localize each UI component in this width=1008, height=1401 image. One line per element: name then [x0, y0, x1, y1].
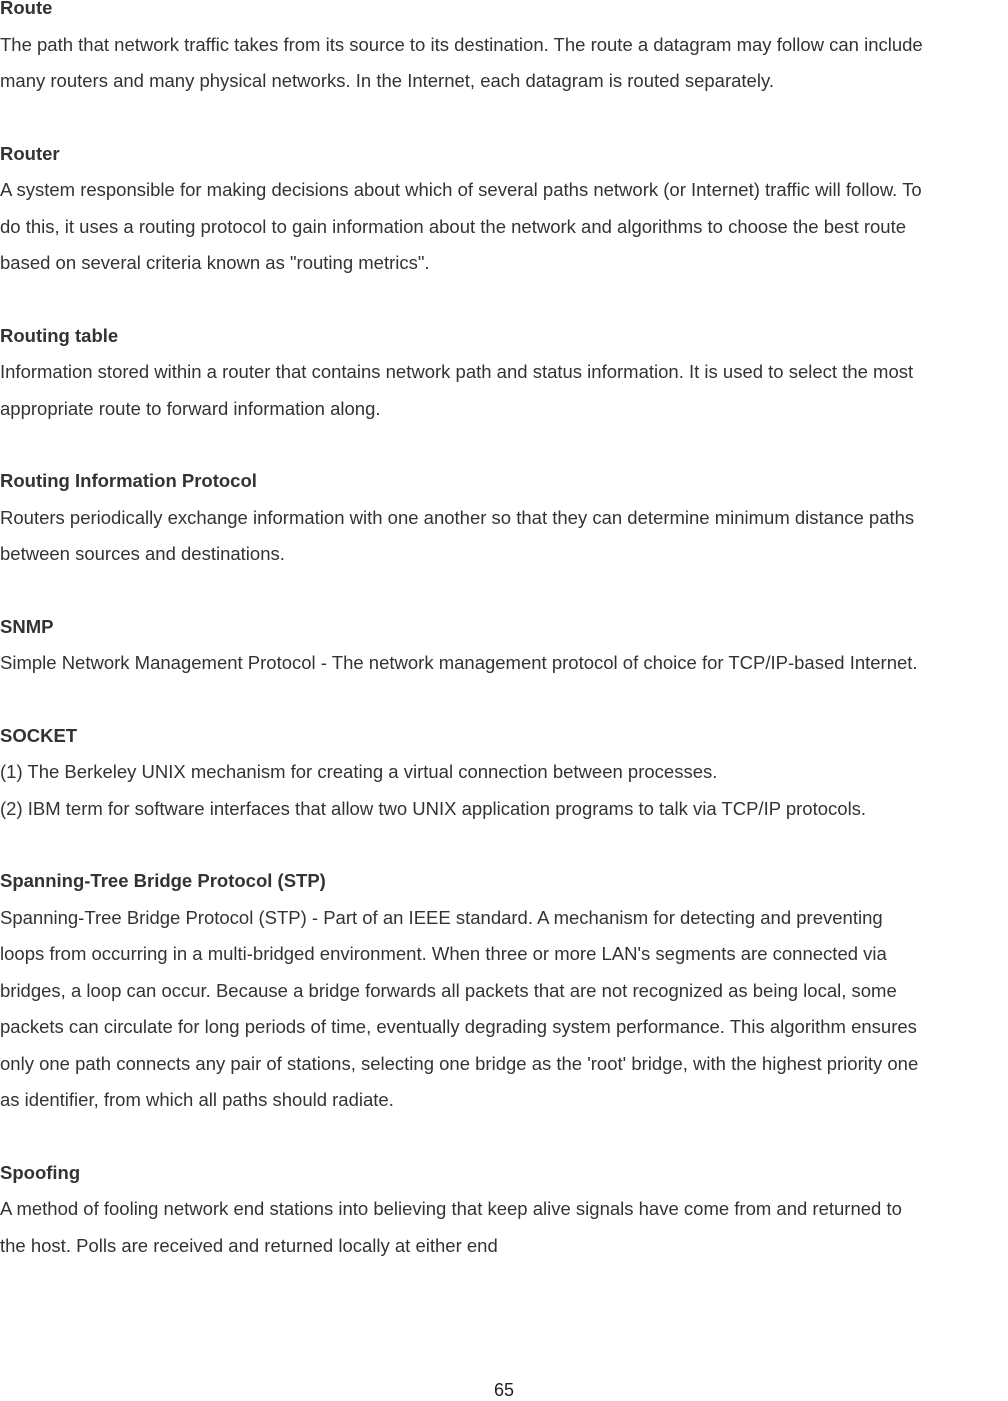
glossary-entry-spoofing [0, 1155, 1008, 1265]
term-heading: Router [0, 142, 60, 164]
page-number: 65 [493, 1380, 515, 1400]
glossary-entry-rip [0, 463, 1008, 573]
term-definition: Spanning-Tree Bridge Protocol (STP) - Part of an IEEE standard. A mechanism for detecting and preventing loops from occurring in a multi-bridged environment. When three or more LAN's segments are connected via bridges, a loop can occur. Because a bridge forwards all packets that are not recognized as being local, some packets can circulate for long periods of time, eventually degrading system performance. This algorithm ensures only one path connects any pair of stations, selecting one bridge as the 'root' bridge, with the highest priority one as identifier, from which all paths should radiate. [0, 906, 919, 1110]
term-definition: A system responsible for making decisions about which of several paths network (or Internet) traffic will follow. To do this, it uses a routing protocol to gain information about the network and algorithms to choose the best route based on several criteria known as "routing metrics". [0, 179, 922, 273]
term-heading: SNMP [0, 615, 54, 637]
term-definition: Routers periodically exchange information with one another so that they can determine minimum distance paths between sources and destinations. [0, 506, 915, 564]
term-definition-2: (2) IBM term for software interfaces that allow two UNIX application programs to talk via TCP/IP protocols. [0, 797, 867, 819]
term-definition-1: (1) The Berkeley UNIX mechanism for creating a virtual connection between processes. [0, 761, 718, 782]
glossary-entry-route [0, 0, 1008, 100]
term-heading: Route [0, 0, 53, 18]
term-definition: Information stored within a router that contains network path and status information. It is used to select the most appropriate route to forward information along. [0, 361, 914, 419]
glossary-entry-snmp [0, 609, 1008, 682]
term-definition: A method of fooling network end stations into believing that keep alive signals have come from and returned to the host. Polls are received and returned locally at either end [0, 1198, 902, 1256]
glossary-entry-socket [0, 718, 1008, 828]
term-heading: Routing Information Protocol [0, 470, 257, 491]
glossary-entry-routing-table [0, 318, 1008, 428]
term-heading: Spanning-Tree Bridge Protocol (STP) [0, 870, 326, 891]
glossary-entry-router [0, 136, 1008, 282]
term-heading: SOCKET [0, 724, 78, 746]
term-heading: Routing table [0, 324, 119, 346]
term-heading: Spoofing [0, 1161, 81, 1183]
term-definition: The path that network traffic takes from its source to its destination. The route a datagram may follow can include many routers and many physical networks. In the Internet, each datagram is routed separately. [0, 33, 923, 91]
term-definition: Simple Network Management Protocol - The network management protocol of choice for TCP/IP-based Internet. [0, 652, 918, 673]
glossary-entry-stp [0, 863, 1008, 1119]
